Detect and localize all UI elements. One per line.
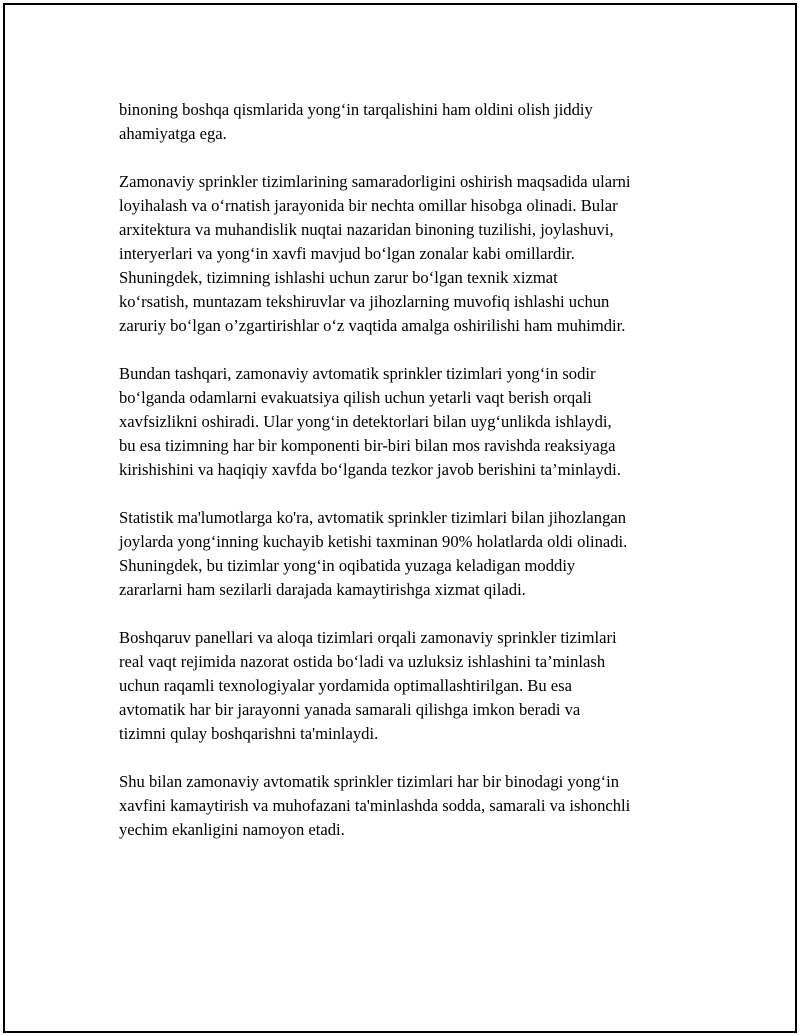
text-line: Boshqaruv panellari va aloqa tizimlari orqali zamonaviy sprinkler tizimlari (119, 628, 617, 647)
text-line: binoning boshqa qismlarida yong‘in tarqalishini ham oldini olish jiddiy (119, 100, 593, 119)
text-line: tizimni qulay boshqarishni ta'minlaydi. (119, 724, 379, 743)
text-line: zararlarni ham sezilarli darajada kamaytirishga xizmat qiladi. (119, 580, 526, 599)
text-line: avtomatik har bir jarayonni yanada samarali qilishga imkon beradi va (119, 700, 581, 719)
text-line: arxitektura va muhandislik nuqtai nazaridan binoning tuzilishi, joylashuvi, (119, 220, 614, 239)
paragraph-6 (119, 770, 719, 842)
text-line: bo‘lganda odamlarni evakuatsiya qilish uchun yetarli vaqt berish orqali (119, 388, 592, 407)
paragraph-1 (119, 98, 719, 146)
text-line: bu esa tizimning har bir komponenti bir-biri bilan mos ravishda reaksiyaga (119, 436, 616, 455)
text-line: Bundan tashqari, zamonaviy avtomatik sprinkler tizimlari yong‘in sodir (119, 364, 596, 383)
text-line: Shuningdek, tizimning ishlashi uchun zarur bo‘lgan texnik xizmat (119, 268, 558, 287)
text-line: uchun raqamli texnologiyalar yordamida optimallashtirilgan. Bu esa (119, 676, 572, 695)
text-line: kirishishini va haqiqiy xavfda bo‘lganda tezkor javob berishini ta’minlaydi. (119, 460, 621, 479)
text-line: Zamonaviy sprinkler tizimlarining samaradorligini oshirish maqsadida ularni (119, 172, 631, 191)
text-line: xavfsizlikni oshiradi. Ular yong‘in detektorlari bilan uyg‘unlikda ishlaydi, (119, 412, 612, 431)
text-line: Shuningdek, bu tizimlar yong‘in oqibatida yuzaga keladigan moddiy (119, 556, 576, 575)
text-line: Shu bilan zamonaviy avtomatik sprinkler tizimlari har bir binodagi yong‘in (119, 772, 620, 791)
text-line: joylarda yong‘inning kuchayib ketishi taxminan 90% holatlarda oldi olinadi. (119, 532, 628, 551)
text-line: interyerlari va yong‘in xavfi mavjud bo‘lgan zonalar kabi omillardir. (119, 244, 575, 263)
text-line: Statistik ma'lumotlarga ko'ra, avtomatik sprinkler tizimlari bilan jihozlangan (119, 508, 627, 527)
text-line: yechim ekanligini namoyon etadi. (119, 820, 345, 839)
paragraph-3 (119, 362, 719, 482)
paragraph-2 (119, 170, 719, 338)
page-frame (3, 3, 797, 1033)
paragraph-4 (119, 506, 719, 602)
paragraph-5 (119, 626, 719, 746)
text-line: loyihalash va o‘rnatish jarayonida bir nechta omillar hisobga olinadi. Bular (119, 196, 618, 215)
text-line: real vaqt rejimida nazorat ostida bo‘ladi va uzluksiz ishlashini ta’minlash (119, 652, 606, 671)
text-line: xavfini kamaytirish va muhofazani ta'minlashda sodda, samarali va ishonchli (119, 796, 631, 815)
text-line: ahamiyatga ega. (119, 124, 227, 143)
text-line: zaruriy bo‘lgan o’zgartirishlar o‘z vaqtida amalga oshirilishi ham muhimdir. (119, 316, 626, 335)
text-line: ko‘rsatish, muntazam tekshiruvlar va jihozlarning muvofiq ishlashi uchun (119, 292, 610, 311)
document-body (119, 98, 719, 866)
